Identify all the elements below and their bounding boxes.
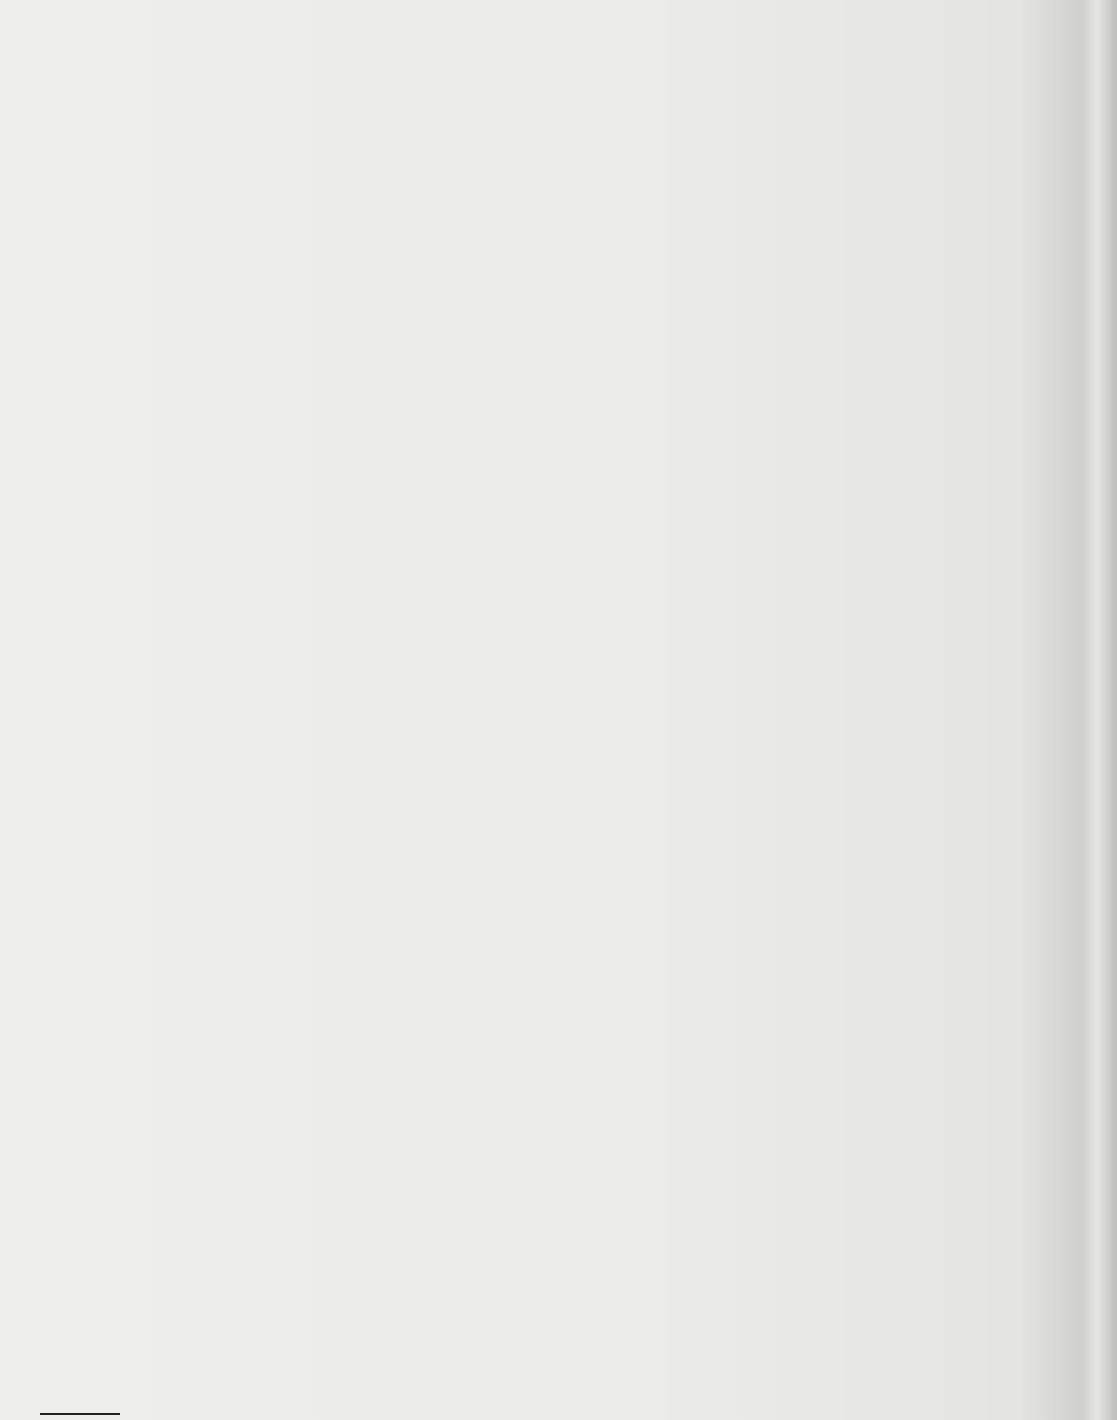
page-edge (1084, 0, 1117, 1420)
folio-rule (40, 1413, 120, 1415)
